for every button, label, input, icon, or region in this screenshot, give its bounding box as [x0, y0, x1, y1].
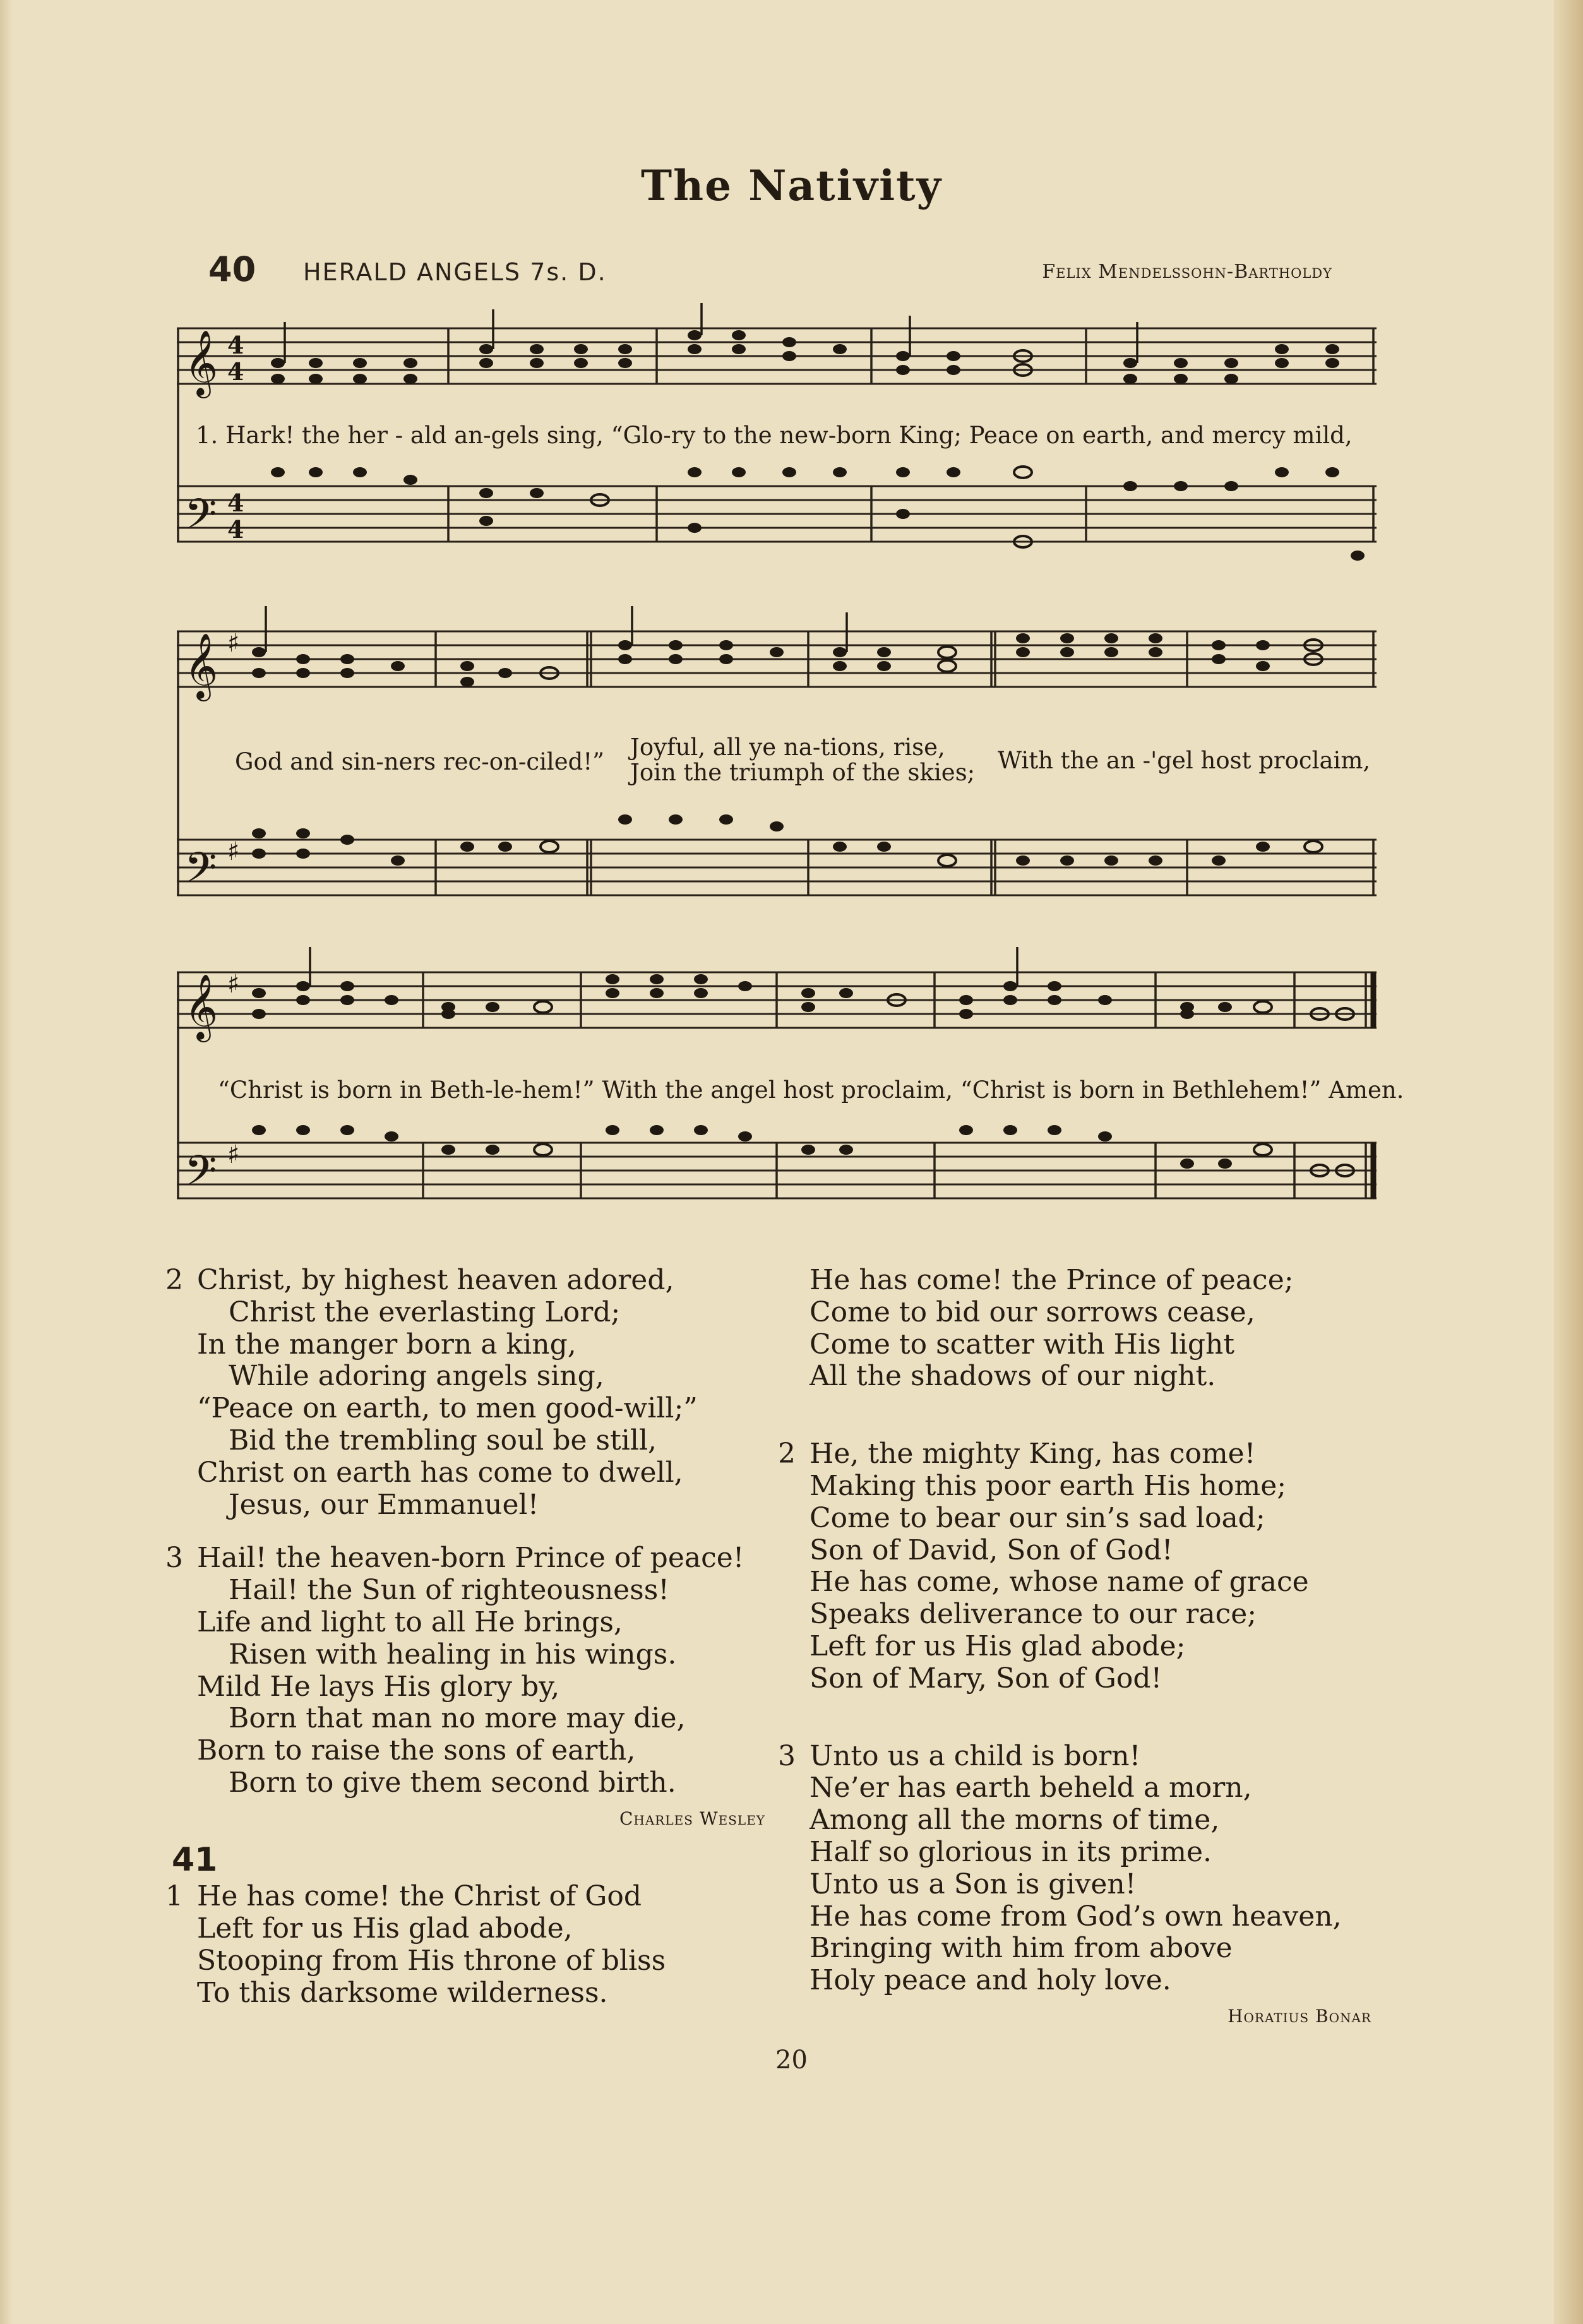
verse-line: He has come! the Prince of peace;	[809, 1264, 1294, 1296]
verse-line: He has come, whose name of grace	[809, 1566, 1309, 1599]
bass-staff-2	[177, 840, 1377, 895]
lyric-line-2c: Join the triumph of the skies;	[630, 759, 976, 786]
svg-text:4: 4	[227, 489, 244, 517]
verse-line: Unto us a child is born!	[809, 1739, 1141, 1772]
composer: Felix Mendelssohn-Bartholdy	[1042, 261, 1332, 283]
verse-line: Come to bid our sorrows cease,	[809, 1296, 1255, 1328]
verse-line: Hail! the Sun of righteousness!	[229, 1574, 669, 1607]
verse-line: He, the mighty King, has come!	[809, 1438, 1256, 1470]
verse-line: Holy peace and holy love.	[809, 1964, 1171, 1997]
verse-line: Born to give them second birth.	[229, 1766, 676, 1799]
tune-name: HERALD ANGELS 7s. D.	[303, 258, 607, 286]
lyric-line-3: “Christ is born in Beth-le-hem!” With the angel host proclaim, “Christ is born in Bethlehem!” Amen.	[218, 1076, 1404, 1104]
verse-line: Bid the trembling soul be still,	[229, 1424, 657, 1457]
svg-text:𝄢: 𝄢	[184, 843, 217, 902]
svg-text:𝄞: 𝄞	[184, 330, 218, 396]
author-horatius-bonar: Horatius Bonar	[1228, 2005, 1371, 2027]
svg-text:𝄢: 𝄢	[184, 490, 217, 549]
verse-line: Son of David, Son of God!	[809, 1534, 1173, 1566]
hymn-41-verse-1-continued	[778, 1265, 1371, 1393]
lyric-line-2d: With the an -'gel host proclaim,	[998, 747, 1371, 774]
section-title: The Nativity	[641, 161, 942, 210]
right-verse-column	[778, 1265, 1371, 2033]
verse-line: Ne’er has earth beheld a morn,	[809, 1772, 1252, 1804]
left-verse-column	[165, 1265, 765, 2031]
verse-line: Making this poor earth His home;	[809, 1469, 1287, 1502]
verse-line: Come to bear our sin’s sad load;	[809, 1501, 1265, 1534]
verse-line: Unto us a Son is given!	[809, 1868, 1137, 1900]
verse-2-left	[165, 1265, 765, 1521]
hymn-41-number: 41	[172, 1840, 218, 1879]
verse-line: Born that man no more may die,	[229, 1702, 686, 1735]
verse-line: Born to raise the sons of earth,	[197, 1734, 636, 1767]
verse-line: Christ, by highest heaven adored,	[197, 1264, 674, 1296]
verse-line: Christ the everlasting Lord;	[229, 1296, 621, 1328]
verse-line: Among all the morns of time,	[809, 1804, 1220, 1837]
svg-text:4: 4	[227, 331, 244, 359]
verse-line: Left for us His glad abode,	[197, 1912, 573, 1945]
verse-number: 3	[165, 1542, 183, 1575]
page-number: 20	[775, 2046, 808, 2075]
verse-line: Stooping from His throne of bliss	[197, 1944, 666, 1977]
verse-line: He has come! the Christ of God	[197, 1880, 642, 1913]
lyric-line-1: 1. Hark! the her - ald an-gels sing, “Glo-ry to the new-born King; Peace on earth, and mercy mild,	[196, 422, 1353, 449]
svg-text:♯: ♯	[227, 629, 240, 658]
hymn-41-verse-2	[778, 1438, 1371, 1695]
verse-line: Jesus, our Emmanuel!	[229, 1488, 539, 1521]
svg-text:4: 4	[227, 357, 244, 386]
page-edge-right	[1554, 0, 1583, 2324]
verse-number: 1	[165, 1880, 183, 1913]
verse-3-left	[165, 1542, 765, 1799]
lyric-line-2a: God and sin-ners rec-on-ciled!”	[235, 748, 605, 775]
verse-line: Christ on earth has come to dwell,	[197, 1456, 683, 1489]
verse-line: Risen with healing in his wings.	[229, 1638, 677, 1671]
verse-line: Hail! the heaven-born Prince of peace!	[197, 1542, 744, 1575]
hymn-41-verse-3	[778, 1741, 1371, 1997]
svg-text:4: 4	[227, 515, 244, 544]
verse-line: “Peace on earth, to men good-will;”	[197, 1392, 698, 1425]
svg-text:𝄞: 𝄞	[184, 633, 218, 699]
lyric-line-2b: Joyful, all ye na-tions, rise,	[630, 734, 945, 761]
svg-text:♯: ♯	[227, 1140, 240, 1169]
page-edge-left	[0, 0, 13, 2324]
verse-line: While adoring angels sing,	[229, 1360, 604, 1393]
bass-staff-1	[177, 486, 1377, 542]
svg-text:♯: ♯	[227, 837, 240, 866]
hymn-number: 40	[208, 249, 256, 289]
verse-line: Speaks deliverance to our race;	[809, 1598, 1257, 1631]
verse-line: Mild He lays His glory by,	[197, 1670, 560, 1703]
verse-line: In the manger born a king,	[197, 1328, 576, 1361]
treble-staff-2	[177, 631, 1377, 687]
verse-line: To this darksome wilderness.	[197, 1976, 608, 2009]
verse-line: Life and light to all He brings,	[197, 1606, 623, 1638]
author-charles-wesley: Charles Wesley	[619, 1808, 765, 1829]
svg-text:♯: ♯	[227, 970, 240, 999]
verse-line: Half so glorious in its prime.	[809, 1835, 1212, 1868]
verse-line: Bringing with him from above	[809, 1932, 1233, 1965]
verse-line: Son of Mary, Son of God!	[809, 1662, 1162, 1695]
verse-line: Left for us His glad abode;	[809, 1630, 1186, 1662]
verse-line: All the shadows of our night.	[809, 1360, 1216, 1393]
verse-number: 2	[778, 1438, 796, 1470]
svg-text:𝄞: 𝄞	[184, 974, 218, 1040]
verse-line: Come to scatter with His light	[809, 1328, 1235, 1361]
verse-number: 3	[778, 1739, 796, 1772]
hymn-header	[208, 249, 1332, 294]
verse-line: He has come from God’s own heaven,	[809, 1900, 1342, 1933]
svg-text:𝄢: 𝄢	[184, 1147, 217, 1205]
verse-1-hymn-41	[165, 1881, 765, 2009]
verse-number: 2	[165, 1264, 183, 1296]
